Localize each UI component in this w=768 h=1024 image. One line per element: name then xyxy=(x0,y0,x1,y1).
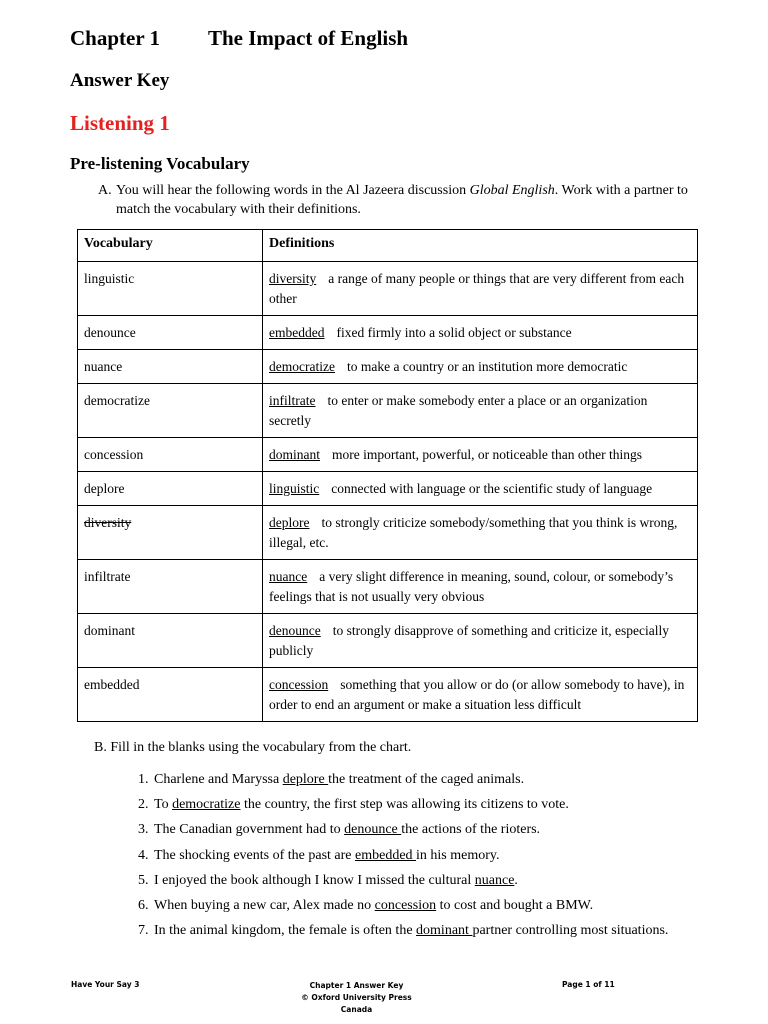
source-title: Global English xyxy=(469,183,555,198)
definition-cell xyxy=(263,316,698,350)
matched-term: nuance xyxy=(269,569,308,584)
footer-book-title: Have Your Say 3 xyxy=(71,980,140,989)
header-definitions: Definitions xyxy=(263,230,698,262)
definition-cell xyxy=(263,438,698,472)
part-a-text: You will hear the following words in the Al Jazeera discussion Global English. Work with a partner to match the vocabulary with their definitions. xyxy=(116,183,688,217)
answer-blank: concession xyxy=(374,897,437,913)
matched-term: concession xyxy=(269,677,329,692)
definition-text: to make a country or an institution more democratic xyxy=(346,359,628,374)
table-row xyxy=(78,472,698,506)
table-header-row xyxy=(78,230,698,262)
footer-copyright: © Oxford University Press Canada xyxy=(301,993,412,1014)
vocabulary-table xyxy=(77,229,698,722)
matched-term: embedded xyxy=(269,325,325,340)
table-row xyxy=(78,614,698,668)
vocab-cell: nuance xyxy=(78,350,263,384)
matched-term: infiltrate xyxy=(269,393,316,408)
definition-cell xyxy=(263,472,698,506)
definition-cell xyxy=(263,506,698,560)
vocab-cell: infiltrate xyxy=(78,560,263,614)
definition-cell xyxy=(263,668,698,722)
answer-blank: denounce xyxy=(344,822,402,838)
chapter-number: Chapter 1 xyxy=(70,26,161,50)
definition-text: to enter or make somebody enter a place or an organization secretly xyxy=(269,393,648,428)
matched-term: democratize xyxy=(269,359,335,374)
answer-blank: democratize xyxy=(172,797,241,813)
table-row xyxy=(78,316,698,350)
definition-text: to strongly criticize somebody/something that you think is wrong, illegal, etc. xyxy=(269,515,678,550)
list-item: 2. To democratize the country, the first step was allowing its citizens to vote. xyxy=(138,797,569,813)
definition-cell xyxy=(263,560,698,614)
vocab-cell: dominant xyxy=(78,614,263,668)
chapter-heading xyxy=(70,26,408,51)
table-row xyxy=(78,262,698,316)
part-b-instruction: B. Fill in the blanks using the vocabulary from the chart. xyxy=(94,740,412,755)
definition-text: fixed firmly into a solid object or substance xyxy=(336,325,572,340)
answer-blank: deplore xyxy=(282,772,329,787)
list-item: 7. In the animal kingdom, the female is often the dominant partner controlling most situations. xyxy=(138,923,669,939)
definition-text: more important, powerful, or noticeable than other things xyxy=(332,447,643,462)
section-heading: Listening 1 xyxy=(70,111,170,135)
table-row xyxy=(78,506,698,560)
definition-cell xyxy=(263,384,698,438)
header-vocabulary: Vocabulary xyxy=(78,230,263,262)
chapter-title: The Impact of English xyxy=(208,26,409,50)
definition-text: a range of many people or things that are very different from each other xyxy=(269,271,685,306)
list-item: 1. Charlene and Maryssa deplore the treatment of the caged animals. xyxy=(138,772,525,787)
list-item: 3. The Canadian government had to denounce the actions of the rioters. xyxy=(138,822,541,838)
definition-cell xyxy=(263,614,698,668)
vocab-cell: denounce xyxy=(78,316,263,350)
list-item: 4. The shocking events of the past are embedded in his memory. xyxy=(138,847,500,863)
list-item: 5. I enjoyed the book although I know I missed the cultural nuance. xyxy=(138,872,518,888)
answer-key-heading: Answer Key xyxy=(70,70,170,91)
table-row xyxy=(78,438,698,472)
fill-in-sentences-list xyxy=(138,771,698,947)
definition-cell xyxy=(263,350,698,384)
part-a-instruction xyxy=(98,181,698,219)
matched-term: deplore xyxy=(269,515,310,530)
definition-cell xyxy=(263,262,698,316)
footer-page-number: Page 1 of 11 xyxy=(562,980,615,989)
vocab-cell: linguistic xyxy=(78,262,263,316)
matched-term: dominant xyxy=(269,447,320,462)
footer-center xyxy=(300,980,413,1016)
answer-blank: dominant xyxy=(416,923,473,939)
table-row xyxy=(78,350,698,384)
vocab-cell: democratize xyxy=(78,384,263,438)
definition-text: a very slight difference in meaning, sound, colour, or somebody’s feelings that is not usually very obvious xyxy=(269,569,674,604)
subsection-heading: Pre-listening Vocabulary xyxy=(70,154,250,173)
part-a-letter: A. xyxy=(98,183,112,198)
matched-term: denounce xyxy=(269,623,321,638)
list-item: 6. When buying a new car, Alex made no concession to cost and bought a BMW. xyxy=(138,897,594,913)
table-row xyxy=(78,560,698,614)
vocab-cell: deplore xyxy=(78,472,263,506)
matched-term: linguistic xyxy=(269,481,320,496)
definition-text: to strongly disapprove of something and criticize it, especially publicly xyxy=(269,623,670,658)
answer-blank: embedded xyxy=(355,847,417,863)
footer-chapter: Chapter 1 Answer Key xyxy=(309,981,404,990)
answer-blank: nuance xyxy=(474,872,515,888)
vocab-cell-struck: diversity xyxy=(78,506,263,560)
vocab-cell: embedded xyxy=(78,668,263,722)
definition-text: connected with language or the scientific study of language xyxy=(331,481,653,496)
definition-text: something that you allow or do (or allow somebody to have), in order to end an argument or make a situation less difficult xyxy=(269,677,685,712)
vocab-cell: concession xyxy=(78,438,263,472)
table-row xyxy=(78,384,698,438)
table-row xyxy=(78,668,698,722)
matched-term: diversity xyxy=(269,271,317,286)
